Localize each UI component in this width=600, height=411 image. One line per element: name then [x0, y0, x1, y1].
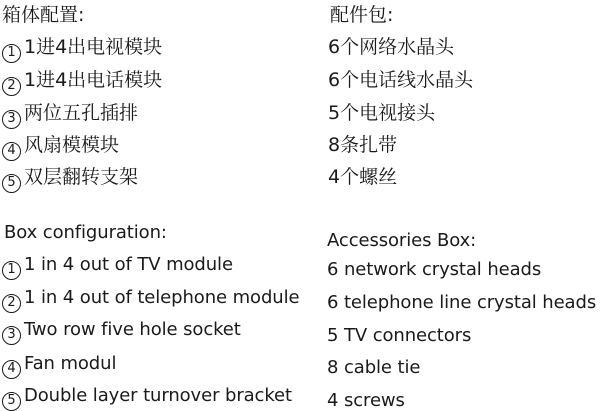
cn-accessories-item: 8条扎带: [328, 134, 398, 156]
en-box-config-item: [2, 355, 116, 379]
en-box-config-item-text: 1 in 4 out of TV module: [24, 254, 233, 275]
circled-number: 1: [2, 261, 21, 280]
cn-box-config-item-text: 1进4出电话模块: [24, 69, 163, 91]
en-box-config-item-text: Two row five hole socket: [24, 319, 241, 340]
circled-number: 2: [2, 294, 21, 313]
en-box-config-title: Box configuration:: [4, 222, 167, 243]
en-box-config-item: [2, 387, 292, 411]
cn-box-config-item: [2, 104, 138, 129]
cn-accessories-title: 配件包:: [330, 4, 394, 26]
cn-box-config-item-text: 双层翻转支架: [24, 166, 139, 188]
circled-number: 5: [2, 392, 21, 411]
en-accessories-item: 8 cable tie: [327, 357, 421, 378]
en-accessories-title: Accessories Box:: [327, 230, 477, 251]
circled-number: 5: [2, 174, 21, 193]
cn-accessories-item: 5个电视接头: [328, 102, 436, 124]
en-accessories-item: 6 network crystal heads: [327, 259, 542, 280]
cn-box-config-title: 箱体配置:: [2, 4, 85, 26]
circled-number: 2: [2, 77, 21, 96]
cn-box-config-item: [2, 38, 162, 63]
cn-box-config-item-text: 风扇模模块: [24, 134, 120, 156]
en-accessories-item: 4 screws: [327, 390, 405, 411]
cn-box-config-item: [2, 71, 162, 96]
en-accessories-item: 5 TV connectors: [327, 325, 472, 346]
cn-box-config-item: [2, 136, 119, 161]
en-box-config-item: [2, 289, 299, 313]
circled-number: 3: [2, 326, 21, 345]
en-box-config-item-text: Double layer turnover bracket: [24, 385, 292, 406]
cn-box-config-item-text: 两位五孔插排: [24, 102, 139, 124]
cn-accessories-item: 6个网络水晶头: [328, 36, 455, 58]
circled-number: 1: [2, 44, 21, 63]
cn-box-config-item: [2, 168, 138, 193]
circled-number: 3: [2, 110, 21, 129]
en-box-config-item: [2, 256, 233, 280]
en-accessories-item: 6 telephone line crystal heads: [327, 292, 597, 313]
circled-number: 4: [2, 360, 21, 379]
en-box-config-item: [2, 321, 241, 345]
en-box-config-item-text: Fan modul: [24, 353, 117, 374]
cn-accessories-item: 4个螺丝: [328, 166, 398, 188]
cn-box-config-item-text: 1进4出电视模块: [24, 36, 163, 58]
circled-number: 4: [2, 142, 21, 161]
cn-accessories-item: 6个电话线水晶头: [328, 69, 474, 91]
en-box-config-item-text: 1 in 4 out of telephone module: [24, 287, 300, 308]
